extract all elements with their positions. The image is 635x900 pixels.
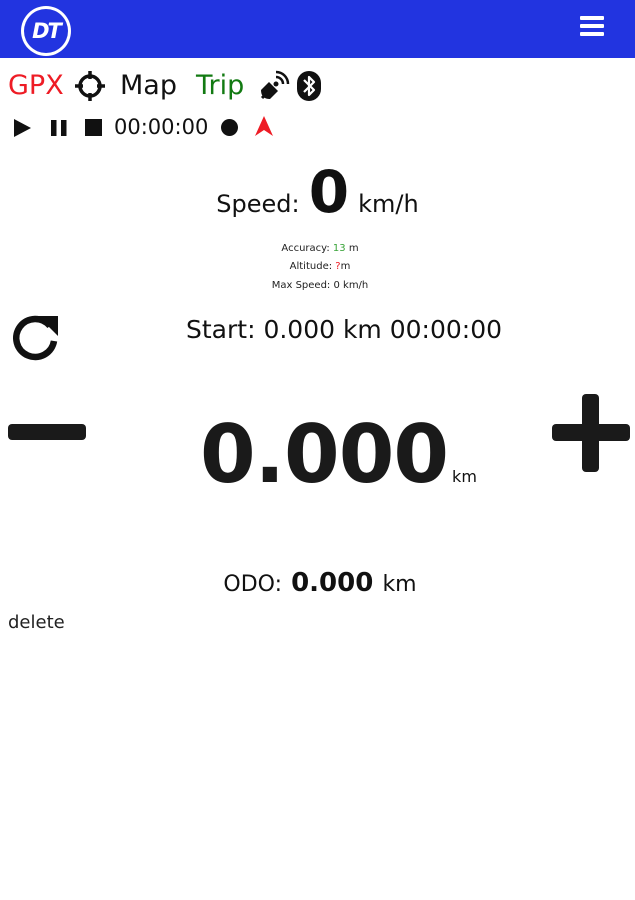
max-speed-stat <box>0 279 635 293</box>
bluetooth-icon[interactable] <box>296 70 322 102</box>
altitude-value: ? <box>335 261 341 272</box>
altitude-stat <box>0 260 635 274</box>
odo-unit: km <box>382 572 417 597</box>
odo-label: ODO: <box>223 572 282 597</box>
hamburger-menu-icon[interactable] <box>580 14 606 40</box>
altitude-unit: m <box>340 261 351 272</box>
dt-logo[interactable] <box>21 6 71 56</box>
accuracy-unit: m <box>348 243 359 254</box>
speed-label: Speed: <box>216 190 300 218</box>
speed-display <box>0 158 635 226</box>
record-icon[interactable] <box>221 119 238 136</box>
satellite-signal-icon[interactable] <box>258 70 290 102</box>
nav-gpx-link[interactable]: GPX <box>8 70 64 101</box>
trip-distance-value: 0.000 <box>200 408 449 501</box>
speed-value: 0 <box>308 158 350 226</box>
delete-link[interactable]: delete <box>8 612 65 633</box>
pause-icon[interactable] <box>50 119 68 137</box>
accuracy-stat <box>0 242 635 256</box>
trip-distance-unit: km <box>452 467 477 486</box>
crosshair-target-icon[interactable] <box>74 70 106 102</box>
decrease-distance-button[interactable] <box>8 424 86 440</box>
stop-icon[interactable] <box>85 119 102 136</box>
odo-value: 0.000 <box>291 568 374 598</box>
max-speed-label: Max Speed: <box>271 280 331 291</box>
accuracy-label: Accuracy: <box>281 243 330 254</box>
max-speed-value: 0 km/h <box>333 280 369 291</box>
logo-text: DT <box>24 9 68 53</box>
recording-timer: 00:00:00 <box>114 115 209 139</box>
app-header <box>0 0 635 58</box>
odometer <box>0 568 635 598</box>
navigation-arrow-icon[interactable] <box>254 115 274 137</box>
play-icon[interactable] <box>12 118 32 138</box>
trip-distance <box>200 408 477 501</box>
increase-distance-button[interactable] <box>552 394 630 472</box>
trip-start-info: Start: 0.000 km 00:00:00 <box>186 315 503 344</box>
speed-unit: km/h <box>358 190 419 218</box>
nav-trip-link[interactable]: Trip <box>196 70 245 101</box>
altitude-label: Altitude: <box>289 261 333 272</box>
reset-trip-icon[interactable] <box>8 310 62 364</box>
nav-map-link[interactable]: Map <box>120 70 177 101</box>
accuracy-value: 13 <box>332 243 346 254</box>
